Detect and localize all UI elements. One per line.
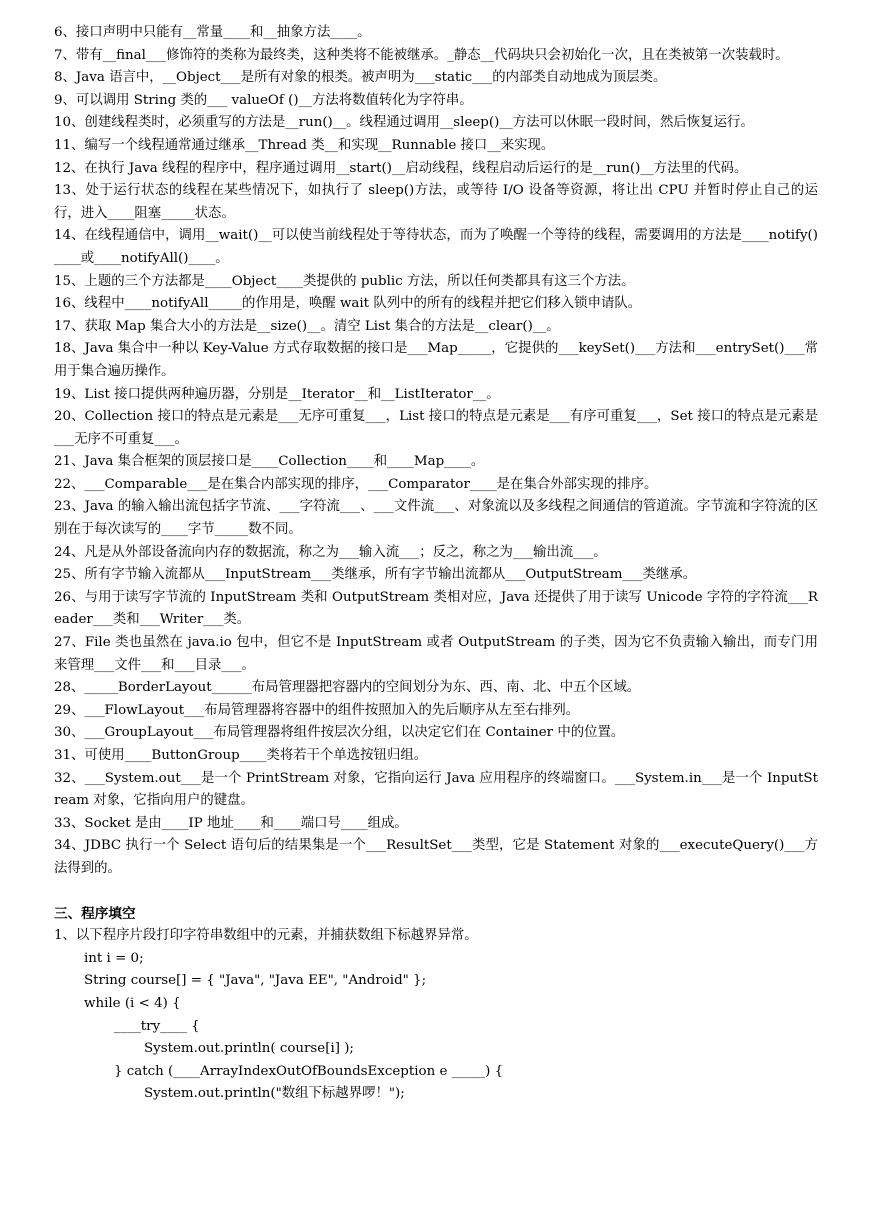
fill-blank-item-13: 13、处于运行状态的线程在某些情况下，如执行了 sleep()方法，或等待 I/O 设备等资源，将让出 CPU 并暂时停止自己的运行，进入____阻塞_____状态。 [54, 183, 818, 221]
document-page [54, 22, 818, 1106]
code-line: while (i < 4) { [84, 995, 181, 1011]
fill-blank-item-17: 17、获取 Map 集合大小的方法是__size()__。清空 List 集合的方法是__clear()__。 [54, 318, 560, 334]
fill-blank-item-14: 14、在线程通信中，调用__wait()__可以使当前线程处于等待状态，而为了唤醒一个等待的线程，需要调用的方法是____notify()____或____notifyAll()____。 [54, 228, 818, 266]
fill-blank-item-15: 15、上题的三个方法都是____Object____类提供的 public 方法，所以任何类都具有这三个方法。 [54, 273, 635, 289]
program-question-1: 1、以下程序片段打印字符串数组中的元素，并捕获数组下标越界异常。 [54, 928, 478, 944]
fill-blank-item-9: 9、可以调用 String 类的___ valueOf ()__方法将数值转化为字符串。 [54, 92, 473, 108]
section-spacer [54, 881, 818, 903]
fill-blank-item-31: 31、可使用____ButtonGroup____类将若干个单选按钮归组。 [54, 748, 428, 763]
fill-blank-item-33: 33、Socket 是由____IP 地址____和____端口号____组成。 [54, 815, 408, 831]
fill-blank-item-21: 21、Java 集合框架的顶层接口是____Collection____和____Map____。 [54, 454, 485, 470]
fill-blank-item-23: 23、Java 的输入输出流包括字节流、___字符流___、___文件流___、对象流以及多线程之间通信的管道流。字节流和字符流的区别在于每次读写的____字节_____数不同。 [54, 499, 818, 538]
code-line: int i = 0; [84, 950, 144, 966]
fill-blank-item-26: 26、与用于读写字节流的 InputStream 类和 OutputStream 类相对应，Java 还提供了用于读写 Unicode 字符的字符流___Reader___类和___Writer___类。 [54, 589, 818, 628]
fill-blank-item-6: 6、接口声明中只能有__常量____和__抽象方法____。 [54, 25, 371, 40]
code-line: String course[] = { "Java", "Java EE", "Android" }; [84, 973, 427, 989]
code-line: } catch (____ArrayIndexOutOfBoundsException e _____) { [114, 1063, 504, 1079]
fill-blank-item-22: 22、___Comparable___是在集合内部实现的排序，___Comparator____是在集合外部实现的排序。 [54, 476, 658, 492]
code-line: ____try____ { [114, 1018, 200, 1034]
fill-blank-item-12: 12、在执行 Java 线程的程序中，程序通过调用__start()__启动线程，线程启动后运行的是__run()__方法里的代码。 [54, 160, 748, 176]
fill-blank-item-25: 25、所有字节输入流都从___InputStream___类继承，所有字节输出流都从___OutputStream___类继承。 [54, 567, 697, 583]
fill-blank-item-18: 18、Java 集合中一种以 Key-Value 方式存取数据的接口是___Map_____，它提供的___keySet()___方法和___entrySet()___常用于集合遍历操作。 [54, 341, 818, 379]
fill-blank-item-29: 29、___FlowLayout___布局管理器将容器中的组件按照加入的先后顺序从左至右排列。 [54, 702, 580, 718]
fill-blank-item-19: 19、List 接口提供两种遍历器，分别是__Iterator__和__ListIterator__。 [54, 386, 500, 402]
fill-blank-item-27: 27、File 类也虽然在 java.io 包中，但它不是 InputStream 或者 OutputStream 的子类，因为它不负责输入输出，而专门用来管理___文件___和___目录___。 [54, 635, 818, 673]
fill-blank-item-10: 10、创建线程类时，必须重写的方法是__run()__。线程通过调用__sleep()__方法可以休眠一段时间，然后恢复运行。 [54, 115, 754, 131]
fill-blank-item-30: 30、___GroupLayout___布局管理器将组件按层次分组，以决定它们在 Container 中的位置。 [54, 725, 625, 741]
fill-blank-item-28: 28、_____BorderLayout______布局管理器把容器内的空间划分为东、西、南、北、中五个区域。 [54, 680, 641, 696]
fill-blank-item-7: 7、带有__final___修饰符的类称为最终类，这种类将不能被继承。_静态__代码块只会初始化一次，且在类被第一次装载时。 [54, 47, 789, 63]
fill-blank-item-8: 8、Java 语言中，__Object___是所有对象的根类。被声明为___static___的内部类自动地成为顶层类。 [54, 70, 667, 86]
code-line: System.out.println( course[i] ); [144, 1041, 354, 1057]
fill-blank-item-16: 16、线程中____notifyAll_____的作用是，唤醒 wait 队列中的所有的线程并把它们移入锁申请队。 [54, 296, 642, 312]
code-block [54, 948, 818, 1106]
fill-blank-item-32: 32、___System.out___是一个 PrintStream 对象，它指向运行 Java 应用程序的终端窗口。___System.in___是一个 InputStream 对象，它指向用户的键盘。 [54, 770, 818, 809]
section-heading: 三、程序填空 [54, 905, 136, 922]
fill-blank-item-34: 34、JDBC 执行一个 Select 语句后的结果集是一个___ResultSet___类型，它是 Statement 对象的___executeQuery()___方法得到的。 [54, 838, 818, 876]
code-line: System.out.println("数组下标越界啰！"); [144, 1086, 405, 1102]
fill-blank-item-11: 11、编写一个线程通常通过继承__Thread 类__和实现__Runnable 接口__来实现。 [54, 137, 555, 153]
fill-blank-item-24: 24、凡是从外部设备流向内存的数据流，称之为___输入流___；反之，称之为___输出流___。 [54, 544, 607, 560]
fill-blank-item-20: 20、Collection 接口的特点是元素是___无序可重复___，List 接口的特点是元素是___有序可重复___，Set 接口的特点是元素是___无序不可重复___。 [54, 409, 818, 447]
